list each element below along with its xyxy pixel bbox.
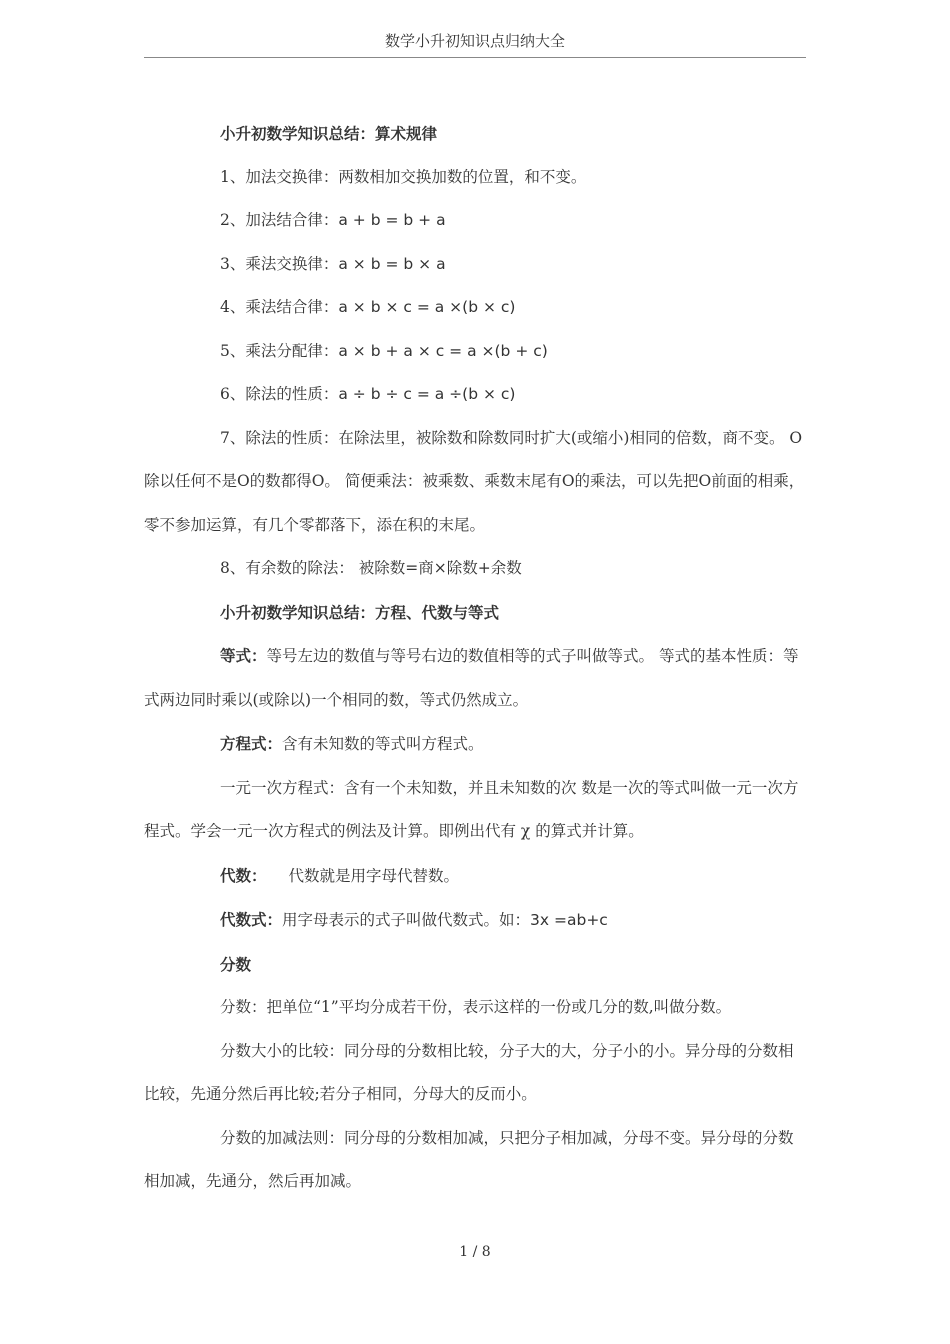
section-title-fractions: 分数 — [220, 954, 252, 974]
rule-3 — [144, 243, 806, 287]
term-text: 含有未知数的等式叫方程式。 — [282, 735, 484, 753]
formula: 3x =ab+c — [530, 911, 608, 929]
formula: a × b × c = a ×(b × c) — [338, 298, 516, 316]
rule-1: 1、加法交换律：两数相加交换加数的位置，和不变。 — [220, 167, 587, 186]
rule-4 — [144, 286, 806, 330]
term-label: 等式： — [220, 646, 267, 665]
page-header: 数学小升初知识点归纳大全 — [144, 30, 806, 58]
fraction-comparison: 分数大小的比较：同分母的分数相比较，分子大的大，分子小的小。异分母的分数相比较，先通分然后再比较;若分子相同，分母大的反而小。 — [144, 1041, 794, 1103]
formula: a × b + a × c = a ×(b + c) — [338, 341, 548, 360]
equation-definition — [144, 634, 806, 722]
linear-equation-definition: 一元一次方程式：含有一个未知数，并且未知数的次 数是一次的等式叫做一元一次方程式。学会一元一次方程式的例法及计算。即例出代有 χ 的算式并计算。 — [144, 778, 799, 840]
rule-2 — [144, 199, 806, 243]
term-label: 代数式： — [220, 910, 283, 929]
algebra-definition — [144, 854, 806, 899]
rule-label: 4、乘法结合律： — [220, 298, 339, 316]
rule-label: 8、有余数的除法： — [220, 559, 359, 577]
rule-label: 5、乘法分配律： — [220, 341, 339, 360]
term-text: 用字母表示的式子叫做代数式。如： — [282, 911, 531, 929]
formula: a × b = b × a — [338, 254, 446, 273]
formula: a ÷ b ÷ c = a ÷(b × c) — [338, 385, 516, 403]
fraction-definition: 分数：把单位“1”平均分成若干份，表示这样的一份或几分的数,叫做分数。 — [220, 998, 732, 1016]
algebraic-expression-definition — [144, 898, 806, 943]
rule-label: 3、乘法交换律： — [220, 254, 339, 273]
document-body — [144, 112, 806, 1204]
rule-5 — [144, 330, 806, 374]
term-label: 方程式： — [220, 734, 283, 753]
fraction-add-subtract: 分数的加减法则：同分母的分数相加减，只把分子相加减，分母不变。异分母的分数相加减，先通分，然后再加减。 — [144, 1128, 794, 1190]
term-label: 代数： — [220, 865, 267, 885]
rule-8 — [144, 547, 806, 591]
section-title-arithmetic: 小升初数学知识总结：算术规律 — [220, 124, 438, 143]
rule-6 — [144, 373, 806, 417]
formula: a + b = b + a — [338, 211, 446, 229]
equation-formula-definition — [144, 722, 806, 767]
term-text: 等号左边的数值与等号右边的数值相等的式子叫做等式。 等式的基本性质：等式两边同时乘以(或除以)一个相同的数，等式仍然成立。 — [144, 647, 799, 709]
rule-label: 2、加法结合律： — [220, 211, 339, 229]
term-text: 代数就是用字母代替数。 — [288, 866, 460, 885]
page-number: 1 / 8 — [459, 1244, 491, 1260]
section-title-equations: 小升初数学知识总结：方程、代数与等式 — [220, 602, 500, 622]
formula: 被除数=商×除数+余数 — [358, 559, 522, 577]
rule-label: 6、除法的性质： — [220, 385, 339, 403]
rule-7: 7、除法的性质：在除法里，被除数和除数同时扩大(或缩小)相同的倍数，商不变。 O除以任何不是O的数都得O。 简便乘法：被乘数、乘数末尾有O的乘法，可以先把O前面的相乘，零不参加运算，有几个零都落下，添在积的末尾。 — [144, 428, 805, 534]
